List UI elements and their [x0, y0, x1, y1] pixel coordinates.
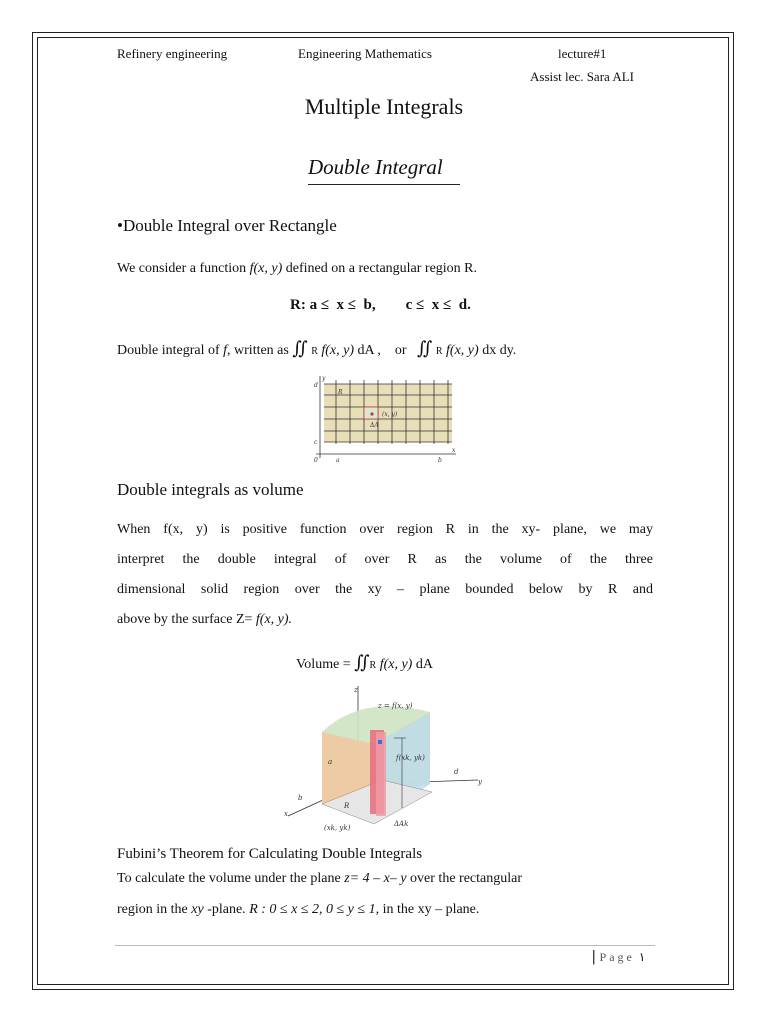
page-number [592, 948, 645, 966]
section-heading-rectangle: •Double Integral over Rectangle [117, 216, 337, 235]
section-heading-fubini: Fubini’s Theorem for Calculating Double Integrals [117, 846, 423, 862]
intro-pre: We consider a function [117, 261, 250, 276]
intro-line [117, 261, 477, 277]
line4-fn: f(x, y). [255, 612, 293, 627]
integrand-1: f(x, y) [321, 343, 355, 358]
header-dept: Refinery engineering [117, 46, 228, 61]
intro-fn: f(x, y) [249, 261, 283, 276]
fig1-c-label: c [314, 439, 318, 446]
fubini-line1-post: over the rectangular [406, 871, 522, 886]
fig1-b-label: b [438, 457, 442, 464]
fig2-r-label: R [344, 802, 350, 810]
integral-sign-3: ∬ [354, 652, 370, 672]
fig2-y-label: y [478, 778, 482, 786]
subscript-r-3: R [369, 660, 377, 671]
footer-rule [115, 945, 655, 946]
fubini-line2-mid: -plane. [203, 902, 250, 917]
subscript-r-1: R [311, 346, 318, 357]
fubini-line1-pre: To calculate the volume under the plane [117, 871, 345, 886]
volume-da: dA [412, 657, 433, 672]
section-heading-volume: Double integrals as volume [117, 480, 304, 499]
fig1-delta-a-label: ΔA [370, 422, 379, 429]
volume-solid-figure [282, 684, 488, 836]
integral-sign-1: ∬ [292, 338, 308, 358]
subtitle-underline [308, 184, 460, 185]
differential-da: dA , [354, 343, 381, 358]
volume-para-line-4 [117, 612, 653, 628]
fig2-z-label: z [354, 686, 358, 694]
page-num: ١ [638, 950, 646, 964]
rectangle-grid-figure [312, 374, 460, 466]
fig1-r-label: R [338, 389, 343, 396]
volume-label: Volume = [296, 657, 355, 672]
notation-pre: Double integral of [117, 343, 224, 358]
fubini-region-condition: R : 0 ≤ x ≤ 2, 0 ≤ y ≤ 1, [249, 902, 380, 917]
notation-period: . [512, 343, 517, 358]
fubini-line-1 [117, 871, 522, 887]
page-label: Page [599, 950, 635, 964]
subscript-r-2: R [435, 346, 443, 357]
volume-integrand: f(x, y) [379, 657, 413, 672]
page-title: Multiple Integrals [304, 94, 464, 119]
fubini-xy: xy [191, 902, 204, 917]
fig2-d-label: d [454, 768, 459, 776]
prism-top-marker [378, 740, 382, 744]
or-word: or [394, 343, 407, 358]
volume-formula [296, 652, 433, 673]
fig2-a-label: a [328, 758, 333, 766]
fig1-y-label: y [322, 375, 326, 382]
header-lecturer: Assist lec. Sara ALI [530, 69, 634, 84]
volume-para-line-2: interpret the double integral of over R as the volume of the three [117, 552, 653, 567]
fig2-height-label: f(xk, yk) [396, 754, 425, 762]
fig1-x-label: x [452, 447, 456, 454]
fubini-plane-eq: z= 4 – x– y [344, 871, 407, 886]
fig1-point-label: (x, y) [382, 411, 398, 418]
fig2-b-label: b [298, 794, 303, 802]
intro-post: defined on a rectangular region R. [282, 261, 478, 276]
fig2-surface-label: z = f(x, y) [378, 702, 413, 710]
notation-line [117, 338, 516, 359]
prism-column-side [376, 732, 386, 816]
page-subtitle: Double Integral [308, 155, 443, 179]
fig2-point-label: (xk, yk) [324, 824, 351, 832]
fig2-delta-a-label: ΔAk [394, 820, 409, 828]
line4-pre: above by the surface Z= [117, 612, 256, 627]
fig2-x-label: x [284, 810, 288, 818]
integral-sign-2: ∬ [417, 338, 433, 358]
header-lecture: lecture#1 [558, 46, 607, 61]
integrand-2: f(x, y) [446, 343, 479, 358]
differential-dxdy: dx dy [478, 343, 513, 358]
footer-bar: | [592, 948, 596, 965]
volume-para-line-3: dimensional solid region over the xy – plane bounded below by R and [117, 582, 653, 597]
volume-para-line-1: When f(x, y) is positive function over region R in the xy- plane, we may [117, 522, 653, 537]
fig1-zero-label: 0 [314, 457, 318, 464]
fubini-line-2 [117, 902, 479, 918]
sample-point [370, 412, 373, 415]
fig1-a-label: a [336, 457, 340, 464]
notation-mid: written as [230, 343, 293, 358]
fig1-d-label: d [314, 382, 318, 389]
notation-f: f, [223, 343, 231, 358]
header-course: Engineering Mathematics [298, 46, 432, 61]
fubini-line2-post: in the xy – plane. [379, 902, 480, 917]
region-definition: R: a ≤ x ≤ b, c ≤ x ≤ d. [290, 297, 471, 313]
fubini-line2-pre: region in the [117, 902, 192, 917]
